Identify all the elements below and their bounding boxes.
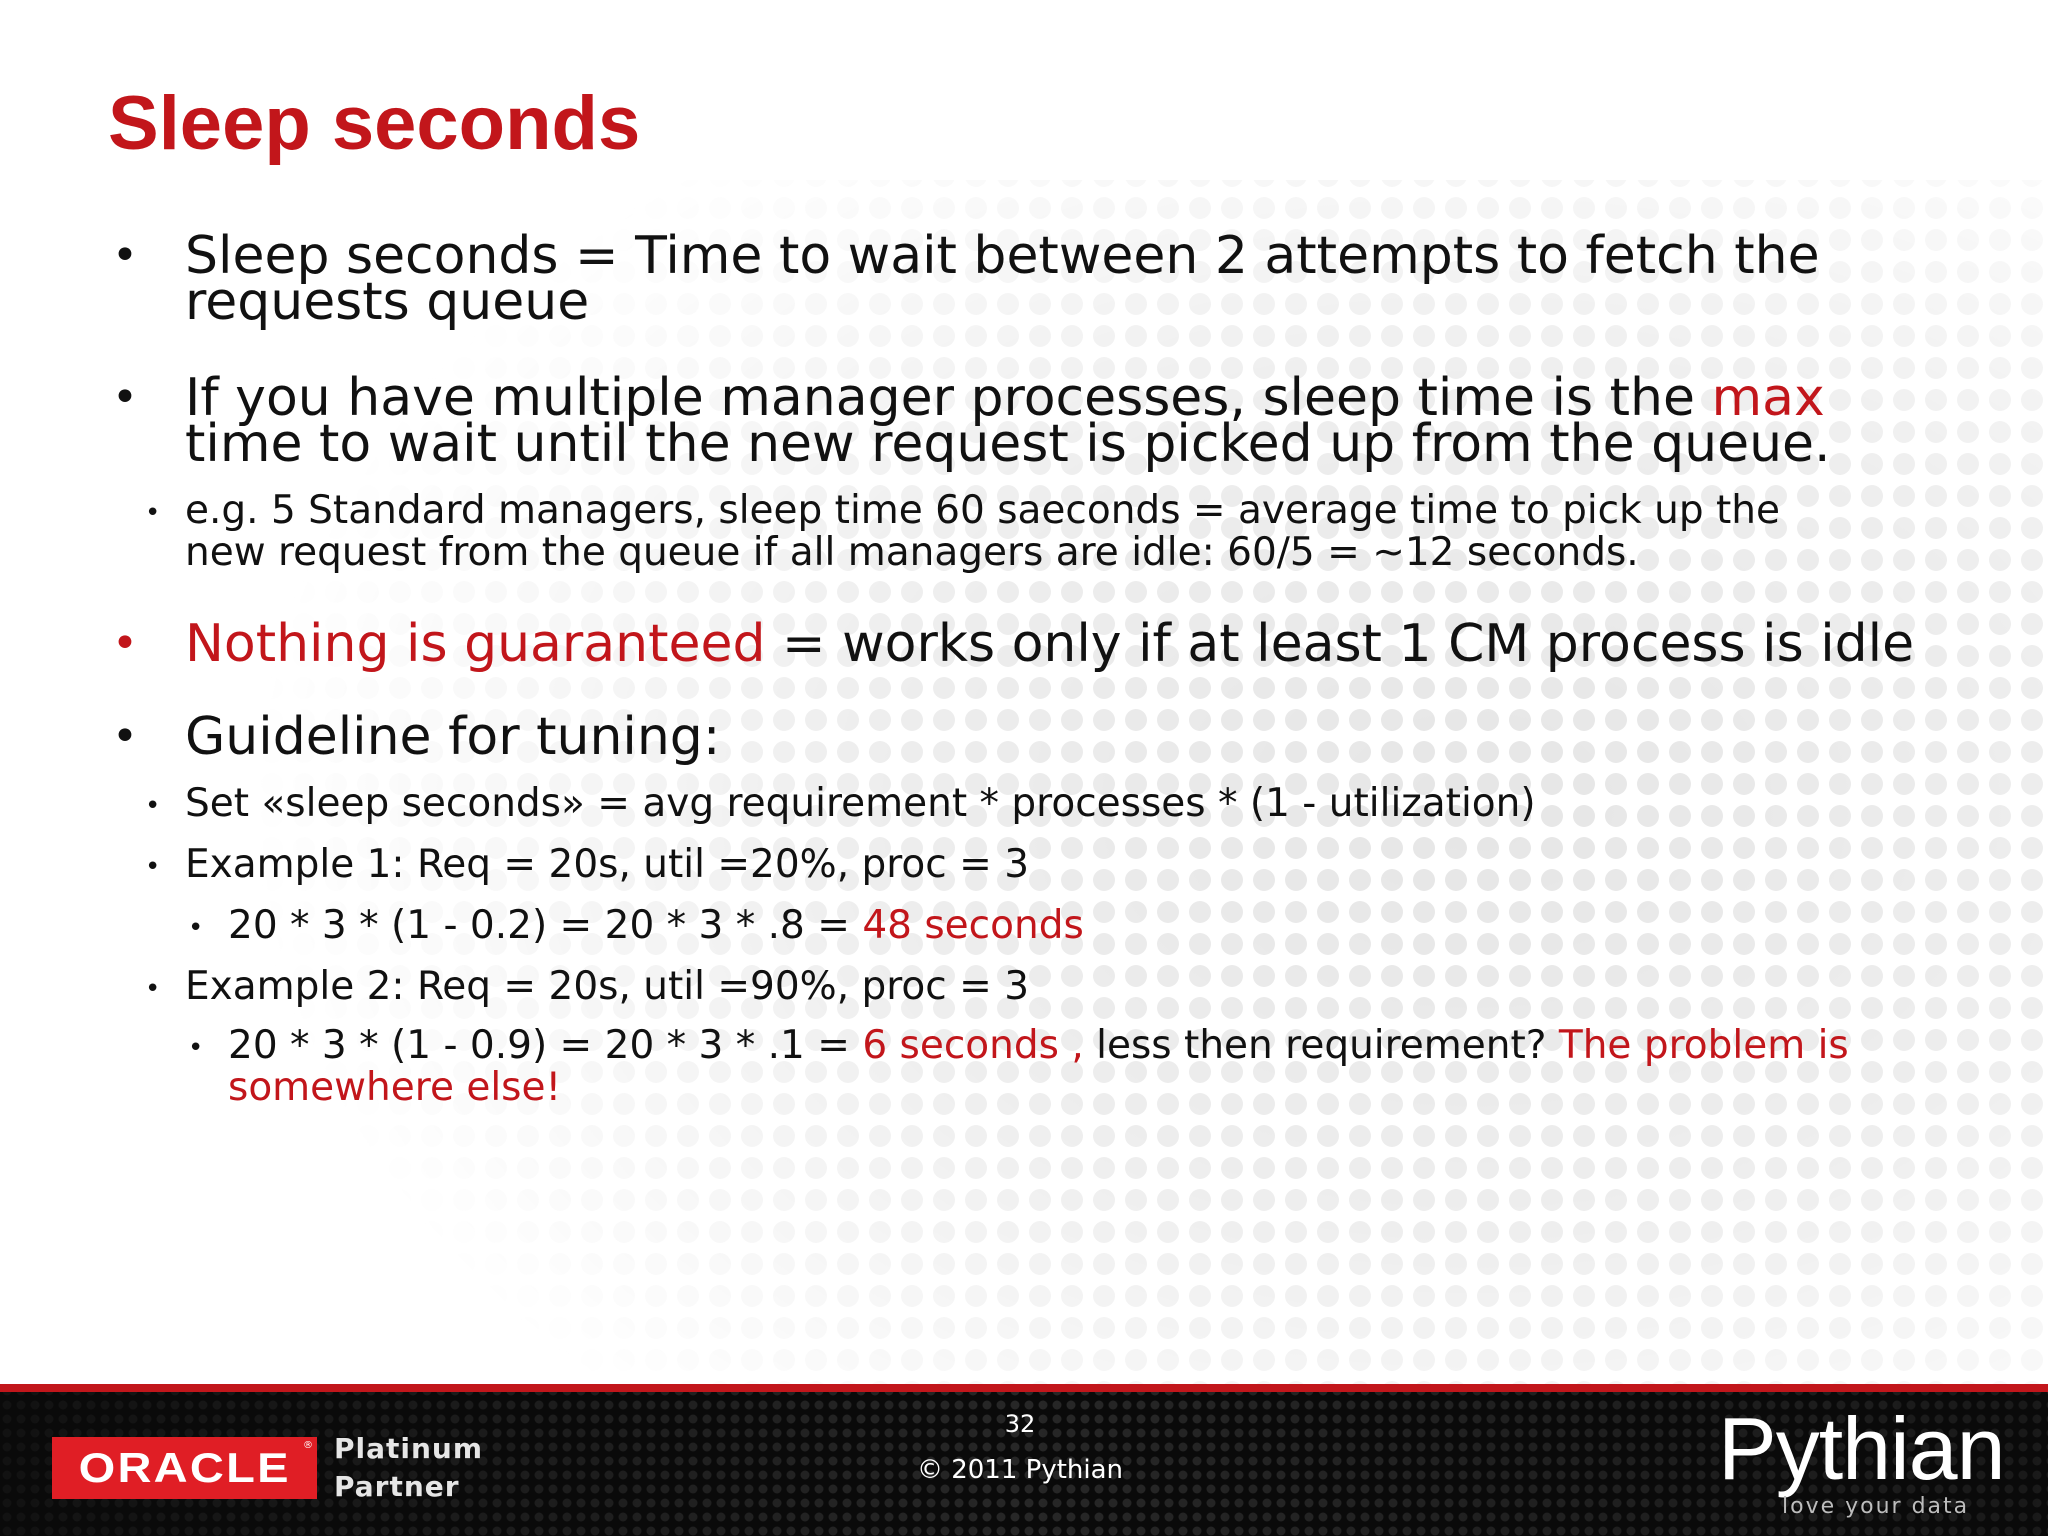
bullet-text: Example 2: Req = 20s, util =90%, proc = 3	[185, 964, 1030, 1009]
pythian-logo: Pythian	[1718, 1399, 2005, 1498]
bullet-text-line2: new request from the queue if all managers are idle: 60/5 = ~12 seconds.	[185, 530, 1639, 575]
oracle-logo	[52, 1437, 317, 1499]
bullet-text: Guideline for tuning:	[185, 707, 721, 767]
footer-accent-line	[0, 1384, 2048, 1392]
bullet-marker: •	[145, 791, 161, 821]
partner-line2: Partner	[334, 1470, 460, 1503]
sub-bullet-example-managers	[145, 488, 1780, 575]
bullet-text-segment: less then requirement?	[1083, 1023, 1559, 1068]
bullet-marker: •	[112, 230, 138, 281]
bullet-multiple-managers	[112, 368, 1831, 474]
bullet-text-segment: If you have multiple manager processes, sleep time is the	[185, 368, 1712, 428]
bullet-marker: •	[145, 974, 161, 1004]
bullet-text-line1: Sleep seconds = Time to wait between 2 attempts to fetch the	[185, 226, 1820, 286]
registered-mark: ®	[303, 1440, 313, 1451]
bullet-sleep-seconds-definition	[112, 226, 1820, 332]
partner-line1: Platinum	[334, 1432, 484, 1465]
bullet-text-line1	[228, 1025, 1849, 1067]
sub-bullet-example-2	[145, 964, 1030, 1009]
sub-sub-bullet-example-1-calc	[188, 903, 1084, 948]
bullet-marker: •	[112, 618, 138, 669]
bullet-text-line1: e.g. 5 Standard managers, sleep time 60 saeconds = average time to pick up the	[185, 488, 1780, 533]
bullet-text-line2: somewhere else!	[228, 1065, 562, 1110]
bullet-text: Example 1: Req = 20s, util =20%, proc = 3	[185, 842, 1030, 887]
emphasis-max: max	[1711, 368, 1825, 428]
oracle-logo-text: ORACLE	[78, 1444, 291, 1491]
bullet-text: Set «sleep seconds» = avg requirement * processes * (1 - utilization)	[185, 781, 1536, 826]
sub-bullet-example-1	[145, 842, 1030, 887]
bullet-text-line2: requests queue	[185, 272, 590, 332]
emphasis-problem: The problem is	[1558, 1023, 1849, 1068]
bullet-marker: •	[188, 1033, 204, 1063]
bullet-guideline	[112, 707, 721, 767]
emphasis-6-seconds: 6 seconds ,	[862, 1023, 1084, 1068]
bullet-text-segment: 20 * 3 * (1 - 0.2) = 20 * 3 * .8 =	[228, 903, 863, 948]
bullet-text-segment: = works only if at least 1 CM process is idle	[765, 614, 1915, 674]
sub-bullet-formula	[145, 781, 1536, 826]
bullet-marker: •	[112, 372, 138, 423]
platinum-partner-label	[334, 1430, 483, 1506]
slide-title: Sleep seconds	[108, 81, 641, 166]
emphasis-48-seconds: 48 seconds	[862, 903, 1084, 948]
bullet-marker: •	[112, 711, 138, 762]
page-number: 32	[1004, 1410, 1036, 1438]
pythian-tagline: love your data	[1782, 1494, 1970, 1519]
bullet-text-segment: 20 * 3 * (1 - 0.9) = 20 * 3 * .1 =	[228, 1023, 863, 1068]
bullet-marker: •	[145, 498, 161, 528]
bullet-marker: •	[188, 913, 204, 943]
bullet-marker: •	[145, 852, 161, 882]
emphasis-nothing-guaranteed: Nothing is guaranteed	[185, 614, 766, 674]
copyright-notice: © 2011 Pythian	[916, 1455, 1124, 1485]
bullet-text-line2: time to wait until the new request is picked up from the queue.	[185, 414, 1831, 474]
bullet-nothing-guaranteed	[112, 614, 1915, 674]
sub-sub-bullet-example-2-calc	[188, 1023, 1849, 1110]
